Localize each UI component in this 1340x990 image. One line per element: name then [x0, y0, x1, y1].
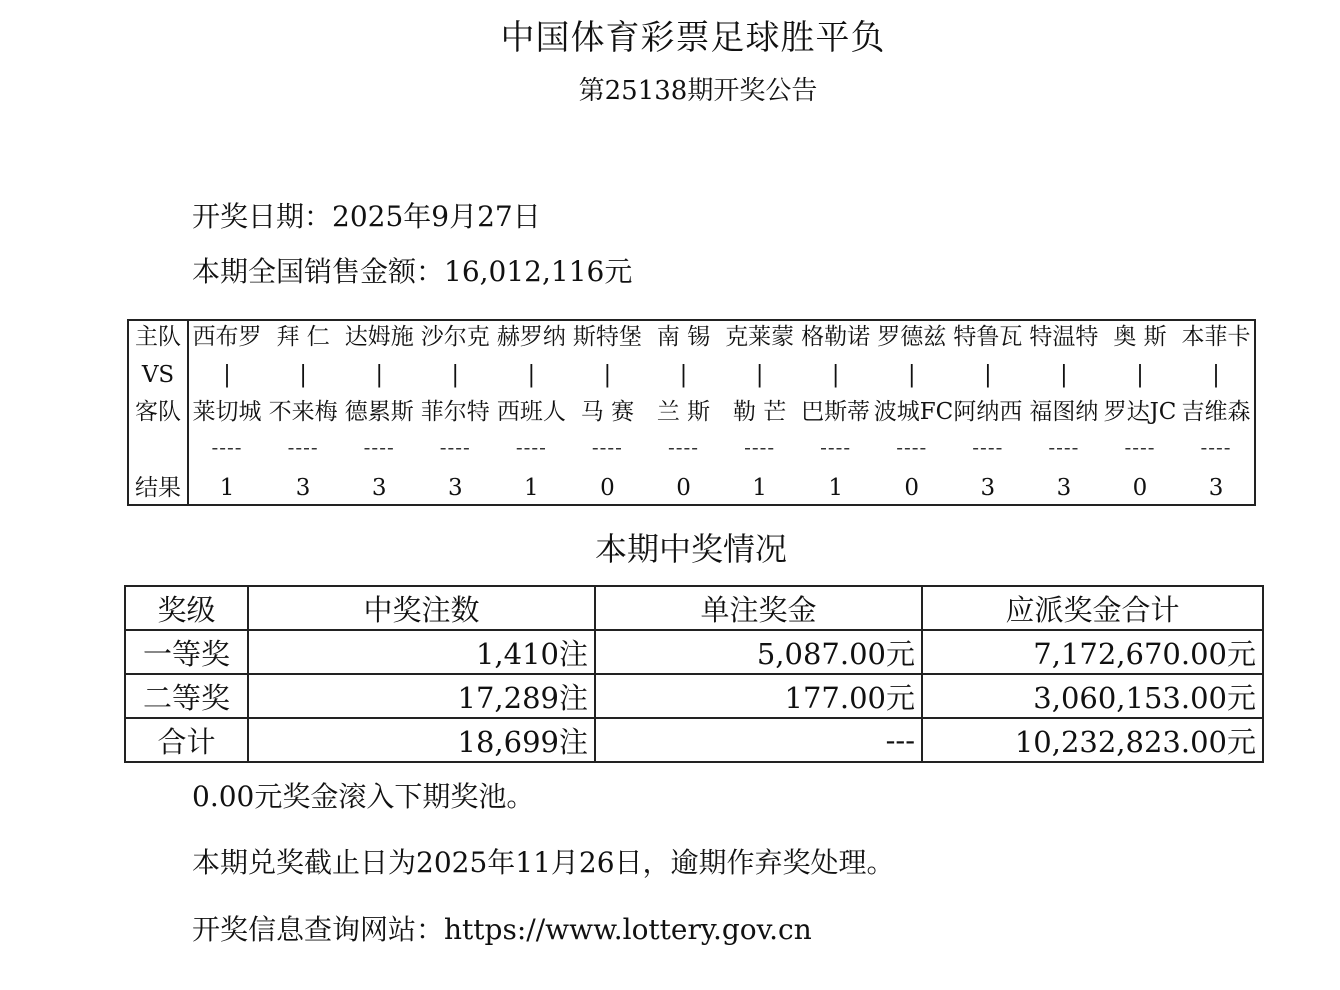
single-prize: 177.00元 — [595, 674, 922, 718]
home-team-name: 克莱蒙 — [725, 324, 795, 350]
match-column — [341, 321, 417, 504]
home-team-name: 特温特 — [1029, 324, 1099, 350]
website-note: 开奖信息查询网站：https://www.lottery.gov.cn — [192, 913, 812, 946]
match-result: 0 — [676, 475, 691, 501]
home-team-name: 本菲卡 — [1181, 324, 1251, 350]
away-team-name: 阿纳西 — [953, 399, 1023, 425]
issue-subtitle: 第25138期开奖公告 — [578, 76, 818, 106]
dash-divider: ---- — [439, 435, 471, 459]
match-result: 1 — [524, 475, 539, 501]
draw-date: 开奖日期：2025年9月27日 — [192, 200, 541, 233]
match-result: 0 — [600, 475, 615, 501]
sales-amount: 本期全国销售金额：16,012,116元 — [192, 255, 633, 288]
match-result: 1 — [828, 475, 843, 501]
vs-divider: | — [1136, 362, 1144, 388]
dash-divider: ---- — [515, 435, 547, 459]
match-column — [493, 321, 569, 504]
table-row — [125, 718, 1263, 762]
header-single-prize: 单注奖金 — [595, 586, 922, 630]
prize-level: 合计 — [125, 718, 248, 762]
result-label: 结果 — [135, 475, 181, 501]
dash-divider: ---- — [1048, 435, 1080, 459]
dash-divider: ---- — [1200, 435, 1232, 459]
away-team-name: 吉维森 — [1181, 399, 1251, 425]
away-team-name: 巴斯蒂 — [801, 399, 871, 425]
vs-divider: | — [755, 362, 764, 388]
vs-divider: | — [831, 362, 840, 388]
prize-level: 二等奖 — [125, 674, 248, 718]
away-team-name: 德累斯 — [344, 399, 414, 425]
dash-divider: ---- — [667, 435, 700, 459]
dash-divider: ---- — [820, 435, 852, 459]
rollover-note: 0.00元奖金滚入下期奖池。 — [192, 780, 535, 813]
match-result: 3 — [371, 475, 387, 501]
vs-divider: | — [223, 362, 231, 388]
table-row — [125, 674, 1263, 718]
match-column — [265, 321, 341, 504]
vs-divider: | — [603, 362, 612, 388]
match-column — [722, 321, 798, 504]
away-team-name: 波城FC — [873, 399, 954, 425]
single-prize: 5,087.00元 — [595, 630, 922, 674]
prize-table-header — [125, 586, 1263, 630]
winner-count: 17,289注 — [248, 674, 595, 718]
vs-divider: | — [527, 362, 536, 388]
home-team-label: 主队 — [135, 324, 181, 350]
match-row-labels — [129, 321, 189, 504]
prize-section-title: 本期中奖情况 — [594, 530, 787, 568]
home-team-name: 达姆施 — [344, 324, 414, 350]
vs-divider: | — [375, 362, 384, 388]
vs-divider: | — [679, 362, 688, 388]
dash-divider: ---- — [211, 435, 243, 459]
match-result: 1 — [219, 475, 235, 501]
away-team-name: 不来梅 — [268, 399, 338, 425]
single-prize: --- — [595, 718, 922, 762]
away-team-name: 罗达JC — [1103, 399, 1177, 425]
dash-divider: ---- — [363, 435, 395, 459]
match-column — [873, 321, 954, 504]
away-team-name: 西班人 — [496, 399, 566, 425]
away-team-name: 莱切城 — [192, 399, 262, 425]
match-table — [127, 319, 1256, 506]
winner-count: 1,410注 — [248, 630, 595, 674]
table-row — [125, 630, 1263, 674]
vs-divider: | — [451, 362, 460, 388]
match-column — [798, 321, 874, 504]
home-team-name: 拜 仁 — [276, 324, 330, 350]
dash-divider: ---- — [287, 435, 319, 459]
match-result: 0 — [1132, 475, 1148, 501]
deadline-note: 本期兑奖截止日为2025年11月26日，逾期作弃奖处理。 — [192, 846, 895, 879]
match-result: 0 — [904, 475, 920, 501]
match-result: 3 — [980, 475, 996, 501]
vs-divider: | — [983, 362, 992, 388]
match-result: 3 — [295, 475, 311, 501]
page-title: 中国体育彩票足球胜平负 — [500, 18, 886, 58]
dash-divider: ---- — [972, 435, 1004, 459]
away-team-name: 福图纳 — [1029, 399, 1099, 425]
match-column — [569, 321, 645, 504]
header-count: 中奖注数 — [248, 586, 595, 630]
home-team-name: 赫罗纳 — [496, 324, 566, 350]
home-team-name: 沙尔克 — [420, 324, 490, 350]
away-team-name: 马 赛 — [580, 399, 635, 425]
home-team-name: 南 锡 — [656, 324, 711, 350]
vs-divider: | — [1212, 362, 1220, 388]
away-team-name: 兰 斯 — [656, 399, 711, 425]
dash-divider: ---- — [591, 435, 623, 459]
winner-count: 18,699注 — [248, 718, 595, 762]
vs-divider: | — [907, 362, 916, 388]
header-level: 奖级 — [125, 586, 248, 630]
home-team-name: 罗德兹 — [877, 324, 947, 350]
match-result: 1 — [752, 475, 767, 501]
home-team-name: 特鲁瓦 — [953, 324, 1023, 350]
total-prize: 7,172,670.00元 — [922, 630, 1263, 674]
total-prize: 3,060,153.00元 — [922, 674, 1263, 718]
away-team-name: 菲尔特 — [420, 399, 490, 425]
vs-label: VS — [141, 362, 175, 388]
match-column — [1178, 321, 1254, 504]
match-columns — [189, 321, 1254, 504]
prize-level: 一等奖 — [125, 630, 248, 674]
home-team-name: 奥 斯 — [1113, 324, 1167, 350]
home-team-name: 格勒诺 — [801, 324, 871, 350]
match-result: 3 — [1056, 475, 1072, 501]
match-column — [1026, 321, 1102, 504]
dash-divider: ---- — [1124, 435, 1156, 459]
home-team-name: 斯特堡 — [572, 324, 642, 350]
away-team-name: 勒 芒 — [732, 399, 787, 425]
match-column — [417, 321, 493, 504]
total-prize: 10,232,823.00元 — [922, 718, 1263, 762]
match-result: 3 — [447, 475, 463, 501]
match-column — [1102, 321, 1178, 504]
vs-divider: | — [1060, 362, 1068, 388]
match-result: 3 — [1208, 475, 1224, 501]
prize-table — [124, 585, 1264, 763]
match-column — [950, 321, 1026, 504]
dash-divider: ---- — [744, 435, 776, 459]
dash-divider: ---- — [896, 435, 928, 459]
vs-divider: | — [299, 362, 307, 388]
away-team-label: 客队 — [135, 399, 181, 425]
match-column — [645, 321, 721, 504]
header-total-prize: 应派奖金合计 — [922, 586, 1263, 630]
match-column — [189, 321, 265, 504]
home-team-name: 西布罗 — [192, 324, 262, 350]
